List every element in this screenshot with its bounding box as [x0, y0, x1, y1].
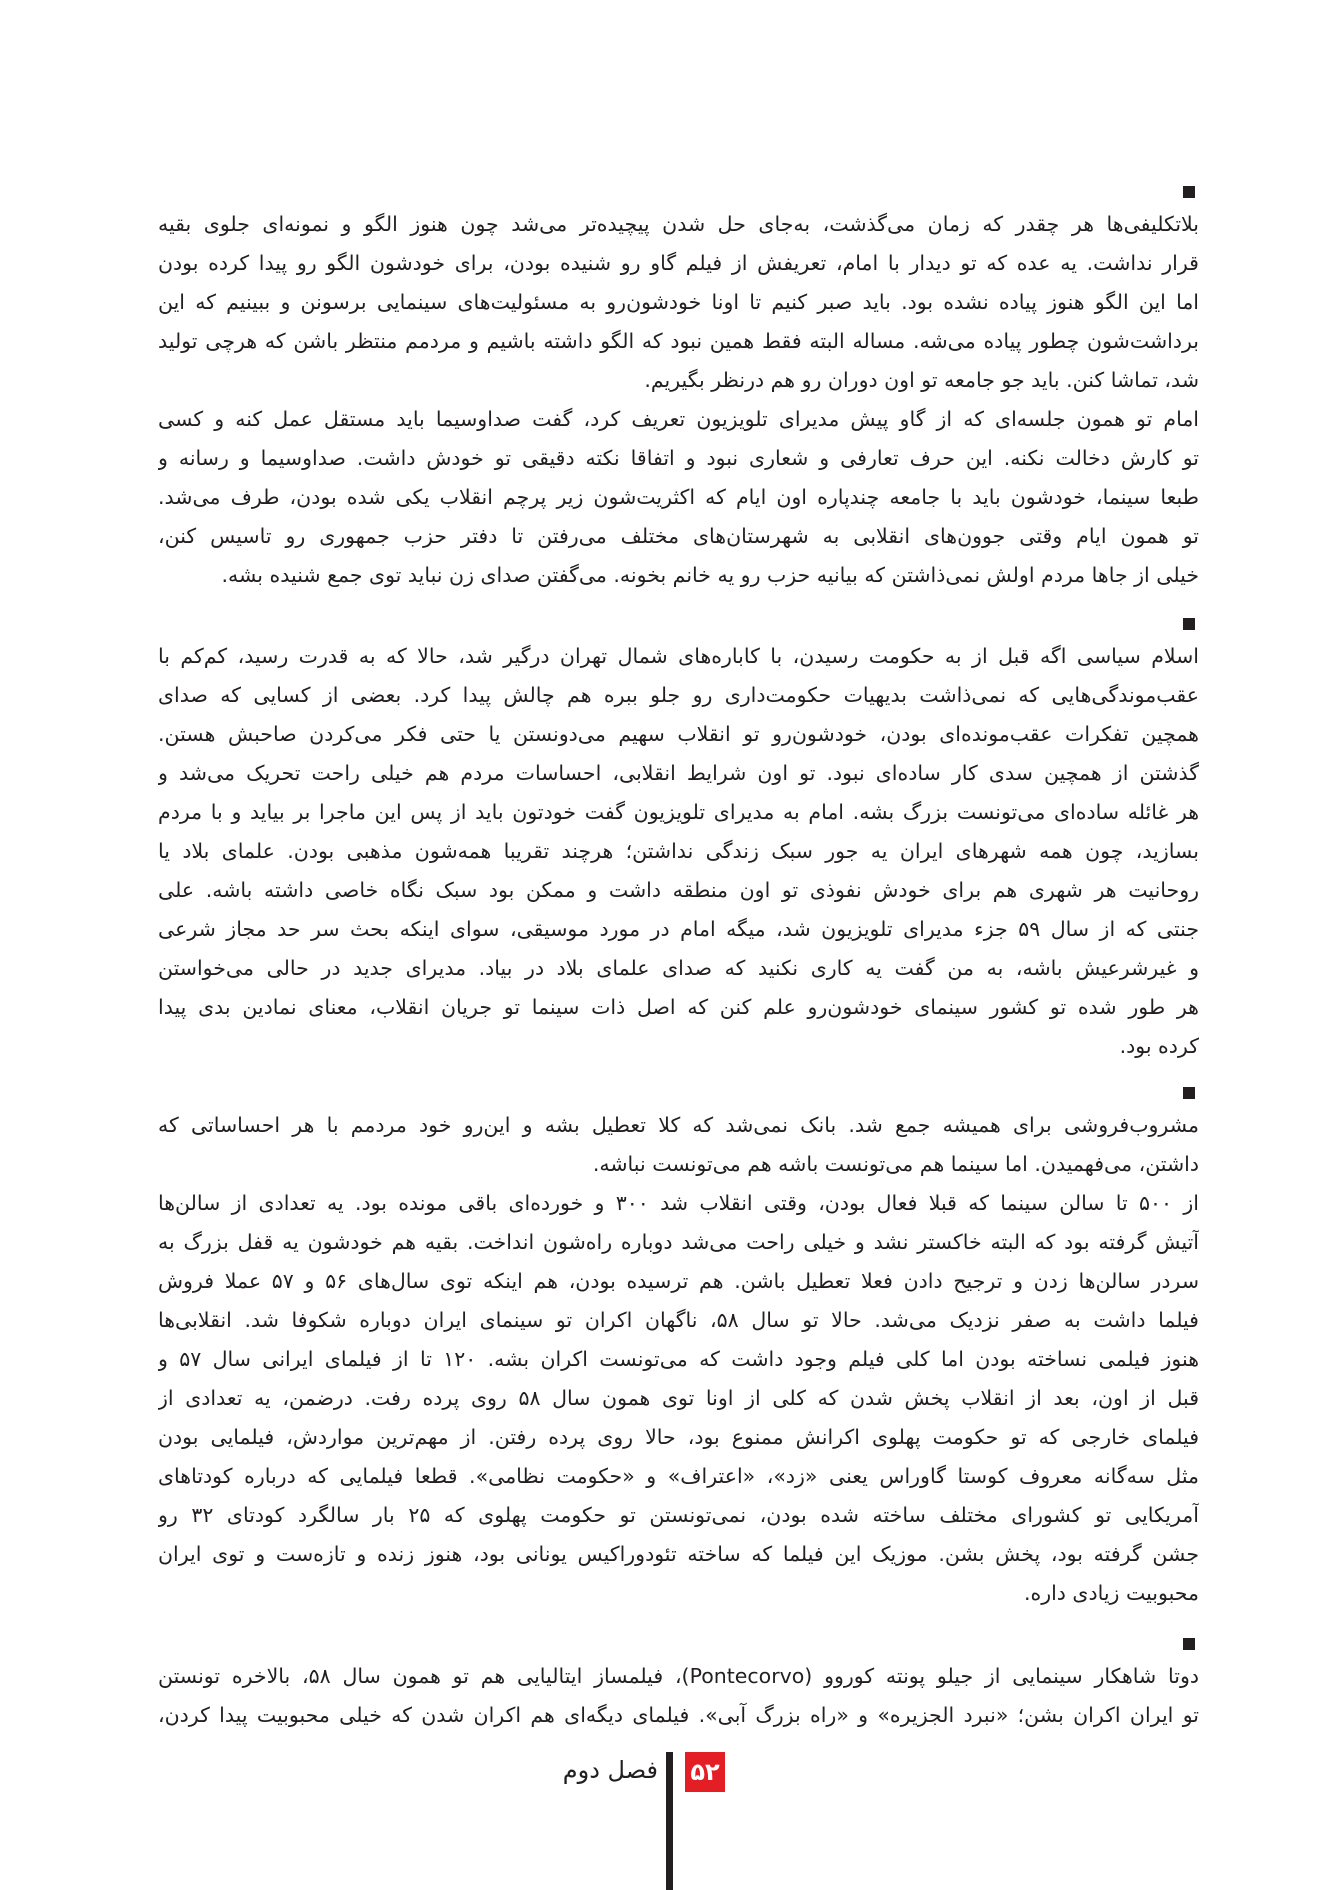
text-line: گذشتن از همچین سدی کار ساده‌ای نبود. تو اون شرایط انقلابی، احساسات مردم هم خیلی راحت تحریک می‌شد و [158, 761, 1199, 785]
text-line: قبل از اون، بعد از انقلاب پخش شدن که کلی از اونا توی همون سال ۵۸ روی پرده رفت. درضمن، یه تعدادی از [158, 1386, 1199, 1410]
text-line: فیلما داشت به صفر نزدیک می‌شد. حالا تو سال ۵۸، ناگهان اکران تو سینمای ایران دوباره شکوفا شد. انقلابی‌ها [158, 1308, 1199, 1332]
paragraph [158, 205, 1199, 400]
page-number: ۵۲ [685, 1752, 725, 1792]
section-marker-square [1183, 1087, 1195, 1099]
text-line: بسازید، چون همه شهرهای ایران یه جور سبک زندگی نداشتن؛ هرچند تقریبا همه‌شون مذهبی بودن. علمای بلاد یا [158, 839, 1199, 863]
text-section [158, 205, 1199, 595]
text-line: بلاتکلیفی‌ها هر چقدر که زمان می‌گذشت، به‌جای حل شدن پیچیده‌تر می‌شد چون هنوز الگو و نمونه‌ای جلوی بقیه [158, 212, 1199, 236]
text-section [158, 1657, 1199, 1735]
text-line: مشروب‌فروشی برای همیشه جمع شد. بانک نمی‌شد که کلا تعطیل بشه و این‌رو خود مردمم با هر احساساتی که [158, 1113, 1199, 1137]
paragraph [158, 1106, 1199, 1184]
section-marker-square [1183, 1638, 1195, 1650]
paragraph [158, 637, 1199, 1066]
text-line: روحانیت هر شهری هم برای خودش نفوذی تو اون منطقه داشت و ممکن بود سبک نگاه خاصی داشته باشه. علی [158, 878, 1199, 902]
text-section [158, 637, 1199, 1066]
text-line: مثل سه‌گانه معروف کوستا گاوراس یعنی «زد»، «اعتراف» و «حکومت نظامی». قطعا فیلمایی که درباره کودتاهای [158, 1464, 1199, 1488]
text-line: دوتا شاهکار سینمایی از جیلو پونته کوروو (Pontecorvo)، فیلمساز ایتالیایی هم تو همون سال ۵۸، بالاخره تونستن [158, 1664, 1199, 1688]
text-line: سردر سالن‌ها زدن و ترجیح دادن فعلا تعطیل باشن. هم ترسیده بودن، هم اینکه توی سال‌های ۵۶ و ۵۷ عملا فروش [158, 1269, 1199, 1293]
text-line: جنتی که از سال ۵۹ جزء مدیرای تلویزیون شد، میگه امام در مورد موسیقی، سوای اینکه بحث سر حد مجاز شرعی [158, 917, 1199, 941]
text-line: هر طور شده تو کشور سینمای خودشون‌رو علم کنن که اصل ذات سینما تو جریان انقلاب، معنای نمادین بدی پیدا [158, 995, 1199, 1019]
text-line: خیلی از جاها مردم اولش نمی‌ذاشتن که بیانیه حزب رو یه خانم بخونه. می‌گفتن صدای زن نباید توی جمع شنیده بشه. [221, 563, 1199, 587]
text-line: کرده بود. [1119, 1034, 1199, 1058]
text-line: از ۵۰۰ تا سالن سینما که قبلا فعال بودن، وقتی انقلاب شد ۳۰۰ و خورده‌ای باقی مونده بود. یه تعدادی از سالن‌ها [158, 1191, 1199, 1215]
text-line: اسلام سیاسی اگه قبل از به حکومت رسیدن، با کاباره‌های شمال تهران درگیر شد، حالا که به قدرت رسید، کم‌کم با [158, 644, 1199, 668]
text-line: امام تو همون جلسه‌ای که از گاو پیش مدیرای تلویزیون تعریف کرد، گفت صداوسیما باید مستقل عمل کنه و کسی [158, 407, 1199, 431]
text-line: هنوز فیلمی نساخته بودن اما کلی فیلم وجود داشت که می‌تونست اکران بشه. ۱۲۰ تا از فیلمای ایرانی سال ۵۷ و [158, 1347, 1199, 1371]
text-section [158, 1106, 1199, 1613]
text-line: تو همون ایام وقتی جوون‌های انقلابی به شهرستان‌های مختلف می‌رفتن تا دفتر حزب جمهوری رو تاسیس کنن، [158, 524, 1199, 548]
paragraph [158, 1184, 1199, 1613]
footer-divider [666, 1752, 673, 1890]
text-line: محبوبیت زیادی داره. [1023, 1581, 1199, 1605]
text-line: اما این الگو هنوز پیاده نشده بود. باید صبر کنیم تا اونا خودشون‌رو به مسئولیت‌های سینمایی برسونن و ببینیم که این [158, 290, 1199, 314]
section-marker-square [1183, 618, 1195, 630]
paragraph [158, 1657, 1199, 1735]
text-line: قرار نداشت. یه عده که تو دیدار با امام، تعریفش از فیلم گاو رو شنیده بودن، برای خودشون الگو رو پیدا کرده بودن [158, 251, 1199, 275]
text-line: عقب‌موندگی‌هایی که نمی‌ذاشت بدیهیات حکومت‌داری رو جلو ببره هم چالش پیدا کرد. بعضی از کسایی که صدای [158, 683, 1199, 707]
text-line: تو کارش دخالت نکنه. این حرف تعارفی و شعاری نبود و اتفاقا نکته دقیقی تو خودش داشت. صداوسیما و رسانه و [158, 446, 1199, 470]
section-marker-square [1183, 186, 1195, 198]
text-line: تو ایران اکران بشن؛ «نبرد الجزیره» و «راه بزرگ آبی». فیلمای دیگه‌ای هم اکران شدن که خیلی محبوبیت پیدا کردن، [158, 1703, 1199, 1727]
text-line: آمریکایی تو کشورای مختلف ساخته شده بودن، نمی‌تونستن تو حکومت پهلوی که ۲۵ بار سالگرد کودتای ۳۲ رو [158, 1503, 1199, 1527]
text-line: شد، تماشا کنن. باید جو جامعه تو اون دوران رو هم درنظر بگیریم. [644, 368, 1199, 392]
text-line: برداشت‌شون چطور پیاده می‌شه. مساله البته فقط همین نبود که الگو داشته باشیم و مردمم منتظر باشن که هرچی تولید [158, 329, 1199, 353]
text-line: جشن گرفته بود، پخش بشن. موزیک این فیلما که ساخته تئودوراکیس یونانی بود، هنوز زنده و تازه‌ست و توی ایران [158, 1542, 1199, 1566]
paragraph [158, 400, 1199, 595]
text-line: و غیرشرعیش باشه، به من گفت یه کاری نکنید که صدای علمای بلاد در بیاد. مدیرای جدید در حالی می‌خواستن [158, 956, 1199, 980]
chapter-title: فصل دوم [562, 1756, 658, 1784]
text-line: آتیش گرفته بود که البته خاکستر نشد و خیلی راحت می‌شد دوباره راه‌شون انداخت. بقیه هم خودشون یه قفل بزرگ به [158, 1230, 1199, 1254]
text-line: فیلمای خارجی که تو حکومت پهلوی اکرانش ممنوع بود، حالا روی پرده رفتن. از مهم‌ترین مواردش، فیلمایی بودن [158, 1425, 1199, 1449]
text-line: همچین تفکرات عقب‌مونده‌ای بودن، خودشون‌رو تو انقلاب سهیم می‌دونستن یا حتی فکر می‌کردن صاحبش هستن. [158, 722, 1199, 746]
text-line: هر غائله ساده‌ای می‌تونست بزرگ بشه. امام به مدیرای تلویزیون گفت خودتون باید از پس این ماجرا بر بیاید و با مردم [158, 800, 1199, 824]
text-line: داشتن، می‌فهمیدن. اما سینما هم می‌تونست باشه هم می‌تونست نباشه. [592, 1152, 1199, 1176]
text-line: طبعا سینما، خودشون باید با جامعه چندپاره اون ایام که اکثریت‌شون زیر پرچم انقلاب یکی شده بودن، طرف می‌شد. [158, 485, 1199, 509]
